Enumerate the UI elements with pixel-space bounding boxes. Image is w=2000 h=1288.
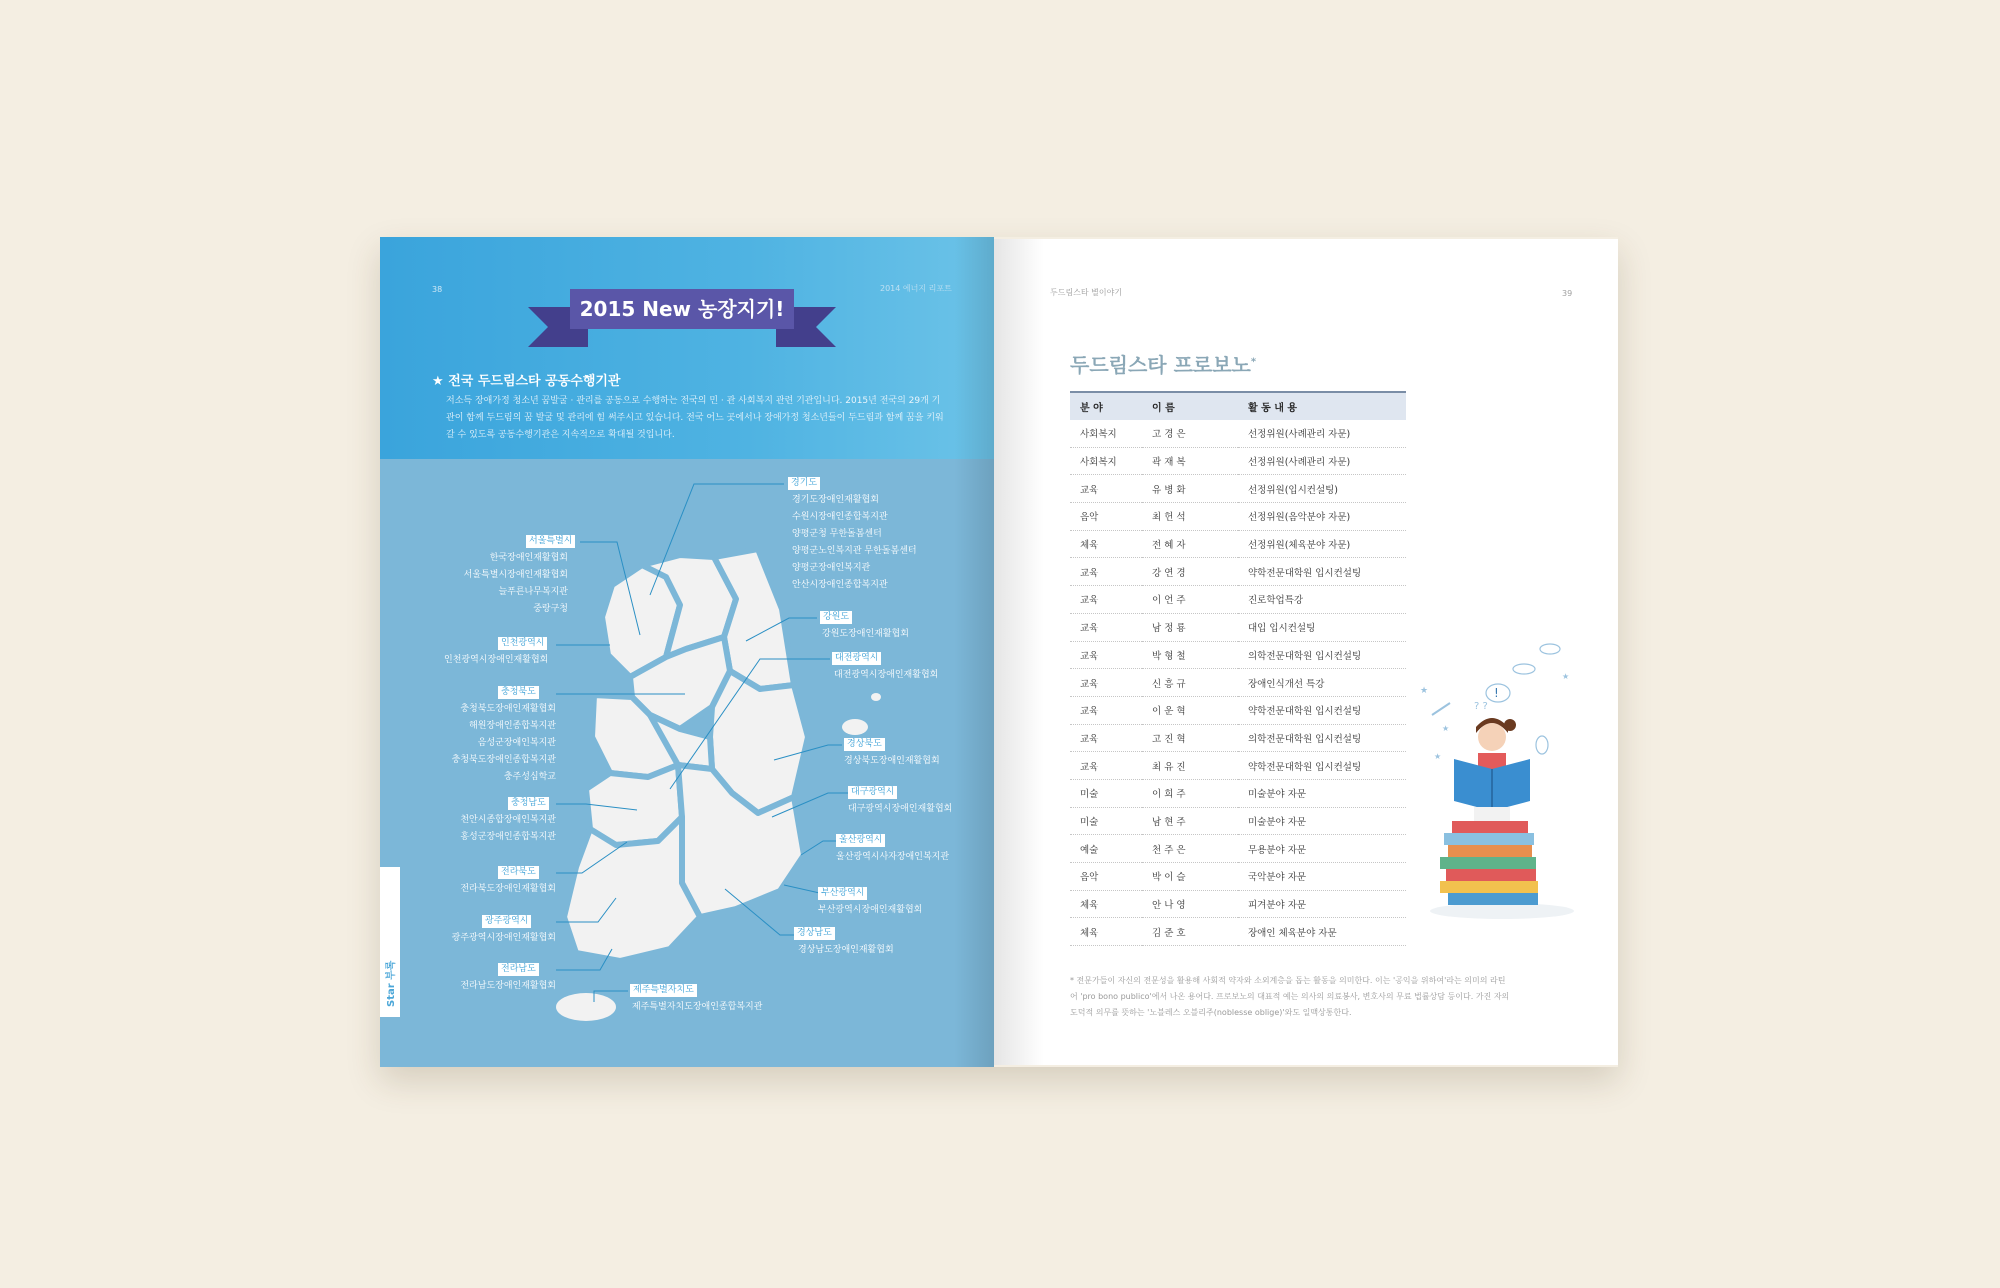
cell-name: 고 진 혁 bbox=[1142, 724, 1238, 752]
side-tab-label: Star 부록 bbox=[386, 960, 397, 1007]
magazine-spread bbox=[380, 237, 1618, 1067]
cell-activity: 미술분야 자문 bbox=[1238, 807, 1406, 835]
intro-paragraph: 저소득 장애가정 청소년 꿈발굴 · 관리를 공동으로 수행하는 전국의 민 · 관 사회복지 관련 기관입니다. 2015년 전국의 29개 기관이 함께 두드림의 꿈 발굴 및 관리에 힘 써주시고 있습니다. 전국 어느 곳에서나 장애가정 청소년들이 두드림과 함께 꿈을 키워갈 수 있도록 공동수행기관은 지속적으로 확대될 것입니다. bbox=[446, 396, 944, 440]
running-head-left: 2014 에너지 리포트 bbox=[880, 284, 952, 293]
banner-title: 2015 New 농장지기! bbox=[570, 289, 794, 329]
region-orgs-ulsan bbox=[836, 849, 949, 866]
cell-activity: 약학전문대학원 입시컨설팅 bbox=[1238, 696, 1406, 724]
table-row bbox=[1070, 779, 1406, 807]
org-item: 충청북도장애인종합복지관 bbox=[451, 755, 556, 765]
map-region-jeju bbox=[556, 993, 616, 1021]
cell-field: 체육 bbox=[1070, 918, 1142, 946]
region-orgs-busan bbox=[818, 902, 922, 919]
cell-field: 교육 bbox=[1070, 696, 1142, 724]
cell-field: 교육 bbox=[1070, 724, 1142, 752]
region-orgs-seoul bbox=[420, 550, 568, 618]
book-stack-icon bbox=[1440, 821, 1538, 905]
org-item: 전라남도장애인재활협회 bbox=[460, 981, 556, 991]
cell-activity: 대입 입시컨설팅 bbox=[1238, 613, 1406, 641]
org-item: 홍성군장애인종합복지관 bbox=[460, 832, 556, 842]
cell-field: 예술 bbox=[1070, 835, 1142, 863]
table-row bbox=[1070, 641, 1406, 669]
org-item: 강원도장애인재활협회 bbox=[822, 629, 909, 639]
org-item: 대전광역시장애인재활협회 bbox=[834, 670, 939, 680]
cell-activity: 선정위원(사례관리 자문) bbox=[1238, 420, 1406, 447]
cell-field: 체육 bbox=[1070, 890, 1142, 918]
col-header-name: 이 름 bbox=[1142, 392, 1238, 420]
cell-activity: 진로학업특강 bbox=[1238, 586, 1406, 614]
table-body bbox=[1070, 420, 1406, 946]
cell-activity: 무용분야 자문 bbox=[1238, 835, 1406, 863]
table-row bbox=[1070, 696, 1406, 724]
rocket-icon bbox=[1432, 703, 1450, 715]
gutter-shadow-left bbox=[954, 237, 994, 1067]
region-orgs-incheon bbox=[444, 652, 548, 669]
org-item: 양평군청 무한돌봄센터 bbox=[792, 529, 882, 539]
org-item: 제주특별자치도장애인종합복지관 bbox=[632, 1002, 763, 1012]
org-item: 광주광역시장애인재활협회 bbox=[451, 933, 556, 943]
cell-name: 안 나 영 bbox=[1142, 890, 1238, 918]
cell-activity: 선정위원(입시컨설팅) bbox=[1238, 475, 1406, 503]
org-item: 울산광역시사자장애인복지관 bbox=[836, 852, 950, 862]
cell-field: 교육 bbox=[1070, 641, 1142, 669]
region-orgs-jeju bbox=[632, 999, 762, 1016]
cell-field: 교육 bbox=[1070, 669, 1142, 697]
cell-activity: 선정위원(음악분야 자문) bbox=[1238, 503, 1406, 531]
cell-name: 박 형 철 bbox=[1142, 641, 1238, 669]
table-row bbox=[1070, 447, 1406, 475]
org-item: 경상북도장애인재활협회 bbox=[844, 756, 940, 766]
cell-field: 음악 bbox=[1070, 863, 1142, 891]
cell-activity: 약학전문대학원 입시컨설팅 bbox=[1238, 752, 1406, 780]
running-head-right: 두드림스타 별이야기 bbox=[1050, 288, 1123, 297]
page-title bbox=[1070, 349, 1256, 378]
region-label-gyeongnam: 경상남도 bbox=[794, 927, 835, 940]
region-orgs-jeonnam bbox=[410, 978, 556, 995]
org-item: 양평군노인복지관 무한돌봄센터 bbox=[792, 546, 917, 556]
region-label-jeonnam: 전라남도 bbox=[498, 963, 539, 976]
left-page bbox=[380, 237, 994, 1067]
org-item: 부산광역시장애인재활협회 bbox=[818, 905, 923, 915]
region-orgs-daejeon bbox=[834, 667, 938, 684]
table-row bbox=[1070, 669, 1406, 697]
table-row bbox=[1070, 724, 1406, 752]
org-item: 양평군장애인복지관 bbox=[792, 563, 871, 573]
table-row bbox=[1070, 558, 1406, 586]
cell-name: 곽 재 복 bbox=[1142, 447, 1238, 475]
cell-name: 이 언 주 bbox=[1142, 586, 1238, 614]
cell-name: 박 이 슬 bbox=[1142, 863, 1238, 891]
cell-name: 김 준 호 bbox=[1142, 918, 1238, 946]
cell-name: 신 흥 규 bbox=[1142, 669, 1238, 697]
region-orgs-gangwon bbox=[822, 626, 909, 643]
region-label-jeju: 제주특별자치도 bbox=[630, 984, 697, 997]
cell-activity: 선정위원(사례관리 자문) bbox=[1238, 447, 1406, 475]
cell-field: 체육 bbox=[1070, 530, 1142, 558]
region-orgs-jeonbuk bbox=[410, 881, 556, 898]
cell-field: 사회복지 bbox=[1070, 447, 1142, 475]
table-row bbox=[1070, 835, 1406, 863]
org-item: 경상남도장애인재활협회 bbox=[798, 945, 894, 955]
table-row bbox=[1070, 752, 1406, 780]
table-header-row bbox=[1070, 392, 1406, 420]
cell-field: 음악 bbox=[1070, 503, 1142, 531]
right-page bbox=[994, 239, 1618, 1065]
cell-field: 교육 bbox=[1070, 475, 1142, 503]
cell-field: 사회복지 bbox=[1070, 420, 1142, 447]
region-label-gyeonggi: 경기도 bbox=[788, 477, 820, 490]
cell-name: 천 주 은 bbox=[1142, 835, 1238, 863]
svg-text:★: ★ bbox=[1442, 724, 1450, 733]
gutter-shadow-right bbox=[994, 239, 1044, 1065]
region-orgs-chungnam bbox=[410, 812, 556, 846]
svg-text:★: ★ bbox=[1420, 686, 1429, 696]
table-row bbox=[1070, 863, 1406, 891]
col-header-activity: 활 동 내 용 bbox=[1238, 392, 1406, 420]
table-row bbox=[1070, 503, 1406, 531]
org-item: 전라북도장애인재활협회 bbox=[460, 884, 556, 894]
org-item: 중랑구청 bbox=[533, 604, 568, 614]
girl-figure-icon bbox=[1454, 718, 1530, 821]
cell-activity: 의학전문대학원 입시컨설팅 bbox=[1238, 724, 1406, 752]
region-orgs-gyeongnam bbox=[798, 942, 894, 959]
cell-name: 남 정 룡 bbox=[1142, 613, 1238, 641]
cell-activity: 장애인 체육분야 자문 bbox=[1238, 918, 1406, 946]
cell-field: 교육 bbox=[1070, 613, 1142, 641]
region-orgs-gyeongbuk bbox=[844, 753, 940, 770]
org-item: 서울특별시장애인재활협회 bbox=[463, 570, 568, 580]
table-row bbox=[1070, 890, 1406, 918]
reading-girl-illustration bbox=[1414, 629, 1614, 929]
page-number-right: 39 bbox=[1562, 289, 1573, 298]
table-row bbox=[1070, 613, 1406, 641]
org-item: 천안시종합장애인복지관 bbox=[460, 815, 556, 825]
org-item: 충주성심학교 bbox=[503, 772, 556, 782]
table-row bbox=[1070, 420, 1406, 447]
cell-name: 강 연 경 bbox=[1142, 558, 1238, 586]
cell-name: 이 운 혁 bbox=[1142, 696, 1238, 724]
region-label-chungbuk: 충청북도 bbox=[498, 686, 539, 699]
cell-activity: 국악분야 자문 bbox=[1238, 863, 1406, 891]
star-icon: ★ bbox=[432, 374, 449, 389]
cloud-icon bbox=[1540, 644, 1560, 654]
table-row bbox=[1070, 475, 1406, 503]
region-label-incheon: 인천광역시 bbox=[498, 637, 547, 650]
region-label-busan: 부산광역시 bbox=[818, 887, 867, 900]
lightbulb-icon bbox=[1536, 736, 1548, 754]
org-item: 인천광역시장애인재활협회 bbox=[444, 655, 549, 665]
org-item: 안산시장애인종합복지관 bbox=[792, 580, 888, 590]
region-orgs-gwangju bbox=[410, 930, 556, 947]
title-footnote-mark: * bbox=[1250, 356, 1257, 368]
exclamation-icon: ! bbox=[1494, 686, 1499, 700]
cell-name: 유 병 화 bbox=[1142, 475, 1238, 503]
cell-field: 교육 bbox=[1070, 752, 1142, 780]
cloud-icon bbox=[1513, 664, 1535, 674]
cell-activity: 장애인식개선 특강 bbox=[1238, 669, 1406, 697]
cell-activity: 미술분야 자문 bbox=[1238, 779, 1406, 807]
cell-field: 미술 bbox=[1070, 807, 1142, 835]
cell-name: 최 유 진 bbox=[1142, 752, 1238, 780]
table-row bbox=[1070, 586, 1406, 614]
cell-field: 교육 bbox=[1070, 558, 1142, 586]
region-orgs-chungbuk bbox=[410, 701, 556, 786]
region-label-ulsan: 울산광역시 bbox=[836, 834, 885, 847]
footnote: * 전문가들이 자신의 전문성을 활용해 사회적 약자와 소외계층을 돕는 활동을 의미한다. 이는 '공익을 위하여'라는 의미의 라틴어 'pro bono publico'에서 나온 용어다. 프로보노의 대표적 예는 의사의 의료봉사, 변호사의 무료 법률상담 등이다. 가진 자의 도덕적 의무를 뜻하는 '노블레스 오블리주(noblesse oblige)'와도 일맥상통한다. bbox=[1070, 976, 1510, 1017]
region-orgs-gyeonggi bbox=[792, 492, 917, 594]
svg-text:★: ★ bbox=[1434, 752, 1442, 761]
region-label-daegu: 대구광역시 bbox=[848, 786, 897, 799]
region-label-gwangju: 광주광역시 bbox=[482, 915, 531, 928]
org-item: 해원장애인종합복지관 bbox=[469, 721, 556, 731]
cell-activity: 약학전문대학원 입시컨설팅 bbox=[1238, 558, 1406, 586]
map-island-ulleung bbox=[842, 719, 868, 735]
cell-name: 이 희 주 bbox=[1142, 779, 1238, 807]
col-header-field: 분 야 bbox=[1070, 392, 1142, 420]
org-item: 음성군장애인복지관 bbox=[477, 738, 556, 748]
cell-activity: 피겨분야 자문 bbox=[1238, 890, 1406, 918]
page-number-left: 38 bbox=[432, 285, 443, 294]
org-item: 경기도장애인재활협회 bbox=[792, 495, 879, 505]
svg-text:★: ★ bbox=[1562, 672, 1570, 681]
region-label-seoul: 서울특별시 bbox=[526, 535, 575, 548]
region-label-jeonbuk: 전라북도 bbox=[498, 866, 539, 879]
cell-name: 남 현 주 bbox=[1142, 807, 1238, 835]
org-item: 수원시장애인종합복지관 bbox=[792, 512, 888, 522]
table-row bbox=[1070, 918, 1406, 946]
table-row bbox=[1070, 530, 1406, 558]
org-item: 늘푸른나무복지관 bbox=[498, 587, 568, 597]
page-title-text: 두드림스타 프로보노 bbox=[1070, 353, 1251, 377]
region-label-chungnam: 충청남도 bbox=[508, 797, 549, 810]
table-row bbox=[1070, 807, 1406, 835]
probono-table bbox=[1070, 391, 1406, 946]
map-island-dokdo bbox=[871, 693, 881, 701]
cell-field: 미술 bbox=[1070, 779, 1142, 807]
cell-name: 전 혜 자 bbox=[1142, 530, 1238, 558]
region-orgs-daegu bbox=[848, 801, 952, 818]
cell-field: 교육 bbox=[1070, 586, 1142, 614]
floor-shadow bbox=[1430, 903, 1574, 919]
region-label-gyeongbuk: 경상북도 bbox=[844, 738, 885, 751]
org-item: 충청북도장애인재활협회 bbox=[460, 704, 556, 714]
region-label-gangwon: 강원도 bbox=[820, 611, 852, 624]
org-item: 대구광역시장애인재활협회 bbox=[848, 804, 953, 814]
side-tab bbox=[380, 867, 400, 1017]
cell-activity: 선정위원(체육분야 자문) bbox=[1238, 530, 1406, 558]
cell-name: 최 헌 석 bbox=[1142, 503, 1238, 531]
cell-activity: 의학전문대학원 입시컨설팅 bbox=[1238, 641, 1406, 669]
section-title-text: 전국 두드림스타 공동수행기관 bbox=[448, 374, 621, 389]
region-label-daejeon: 대전광역시 bbox=[832, 652, 881, 665]
cell-name: 고 경 은 bbox=[1142, 420, 1238, 447]
org-item: 한국장애인재활협회 bbox=[489, 553, 568, 563]
question-icon: ? ? bbox=[1474, 701, 1488, 712]
